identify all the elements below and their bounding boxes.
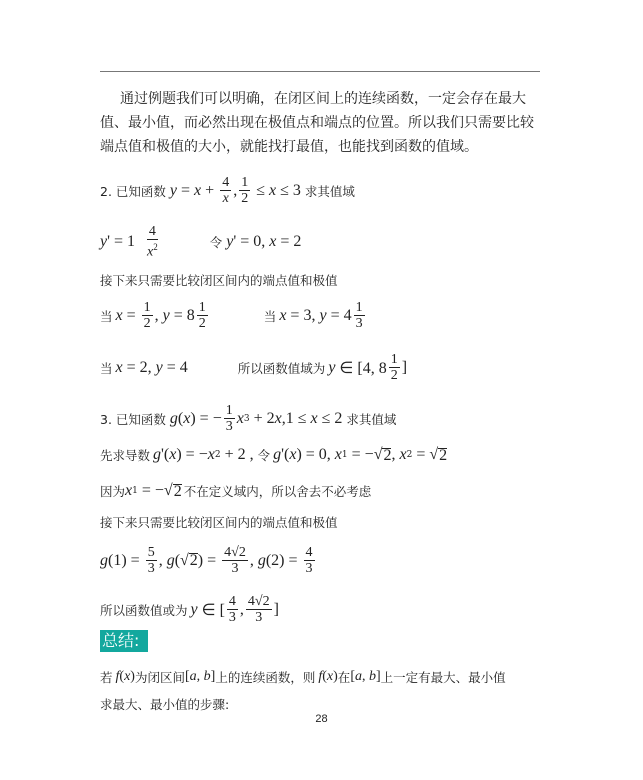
example-3-compare-text: 接下来只需要比较闭区间内的端点值和极值: [100, 515, 338, 530]
derivative-intro: 先求导数: [100, 448, 151, 463]
example-3-range: 所以函数值或为 y ∈ [ $\frac{4}{3}$ , $\frac{4√2}{3}$ ]: [100, 594, 279, 625]
example-3-set-label: 令: [257, 448, 271, 463]
intro-paragraph: 通过例题我们可以明确，在闭区间上的连续函数，一定会存在最大值、最小值，而必然出现在极值点和端点的位置。所以我们只需要比较端点值和极值的大小，就能找打最值，也能找到函数的值域。: [100, 91, 534, 155]
summary-line-1: 若 f ( x ) 为闭区间 [ a , b ] 上的连续函数，则 f ( x ) 在 [ a , b ] 上一定有最大、最小值: [100, 669, 506, 685]
summary-max-min-text: 上一定有最大、最小值: [380, 670, 506, 685]
example-3-derivative: 先求导数 g '( x ) = − x 2 + 2 , 令 g '( x ) = 0, x 1 = − √ 2 , x 2 = √ 2: [100, 446, 448, 464]
exclude-text: 不在定义域内，所以舍去不必考虑: [183, 484, 372, 499]
summary-line-2: [100, 695, 229, 713]
example-3-heading: 3. 已知函数 g ( x ) = − $\frac{1}{3}$ x 3 + 2 x ,1 ≤ x ≤ 2 求其值域: [100, 403, 397, 434]
summary-continuous-text: 上的连续函数，则: [215, 670, 316, 685]
when-label-2: 当: [263, 308, 277, 324]
example-3-values: g (1) = $\frac{5}{3}$ , g ( √ 2 ) = $\frac{4√2}{3}$ , g (2) = $\frac{4}{3}$: [100, 545, 313, 576]
summary-if: 若: [100, 670, 113, 685]
summary-steps-text: 求最大、最小值的步骤:: [100, 697, 230, 712]
example-2-compare-text: 接下来只需要比较闭区间内的端点值和极值: [100, 273, 338, 288]
example-2-derivative: y ' = 1 $\frac{4}{x^2}$ 令 y ' = 0, x = 2: [100, 224, 302, 260]
example-2-task: 求其值域: [304, 183, 355, 199]
example-3-exclude: 因为 x 1 = − √ 2 不在定义域内，所以舍去不必考虑: [100, 482, 372, 500]
example-3-task: 求其值域: [346, 411, 397, 427]
example-3-label: 3. 已知函数: [100, 411, 166, 427]
example-2-compare: [100, 271, 338, 289]
when-label-3: 当: [100, 360, 113, 376]
example-2-label: 2. 已知函数: [100, 183, 166, 199]
summary-heading: 总结:: [100, 630, 148, 652]
example-3-compare: [100, 513, 338, 531]
example-2-range-label: 所以函数值域为: [237, 360, 326, 376]
when-label-1: 当: [100, 308, 113, 324]
summary-on: 在: [337, 670, 351, 685]
page-number: 28: [315, 713, 328, 725]
example-3-range-label: 所以函数值或为: [100, 602, 188, 618]
example-2-heading: 2. 已知函数 y = x + $\frac{4}{x}$ , $\frac{1}{2}$ ≤ x ≤ 3 求其值域: [100, 175, 355, 206]
header-rule: [100, 71, 540, 72]
because-label: 因为: [100, 484, 126, 499]
example-2-range: 当 x = 2, y = 4 所以函数值域为 y ∈ [4, 8 $\frac{1}{2}$ ]: [100, 352, 408, 383]
example-2-endpoints: 当 x = $\frac{1}{2}$ , y = 8 $\frac{1}{2}$ 当 x = 3, y = 4 $\frac{1}{3}$: [100, 300, 363, 331]
summary-interval-text: 为闭区间: [134, 670, 185, 685]
example-2-set-label: 令: [209, 234, 223, 250]
